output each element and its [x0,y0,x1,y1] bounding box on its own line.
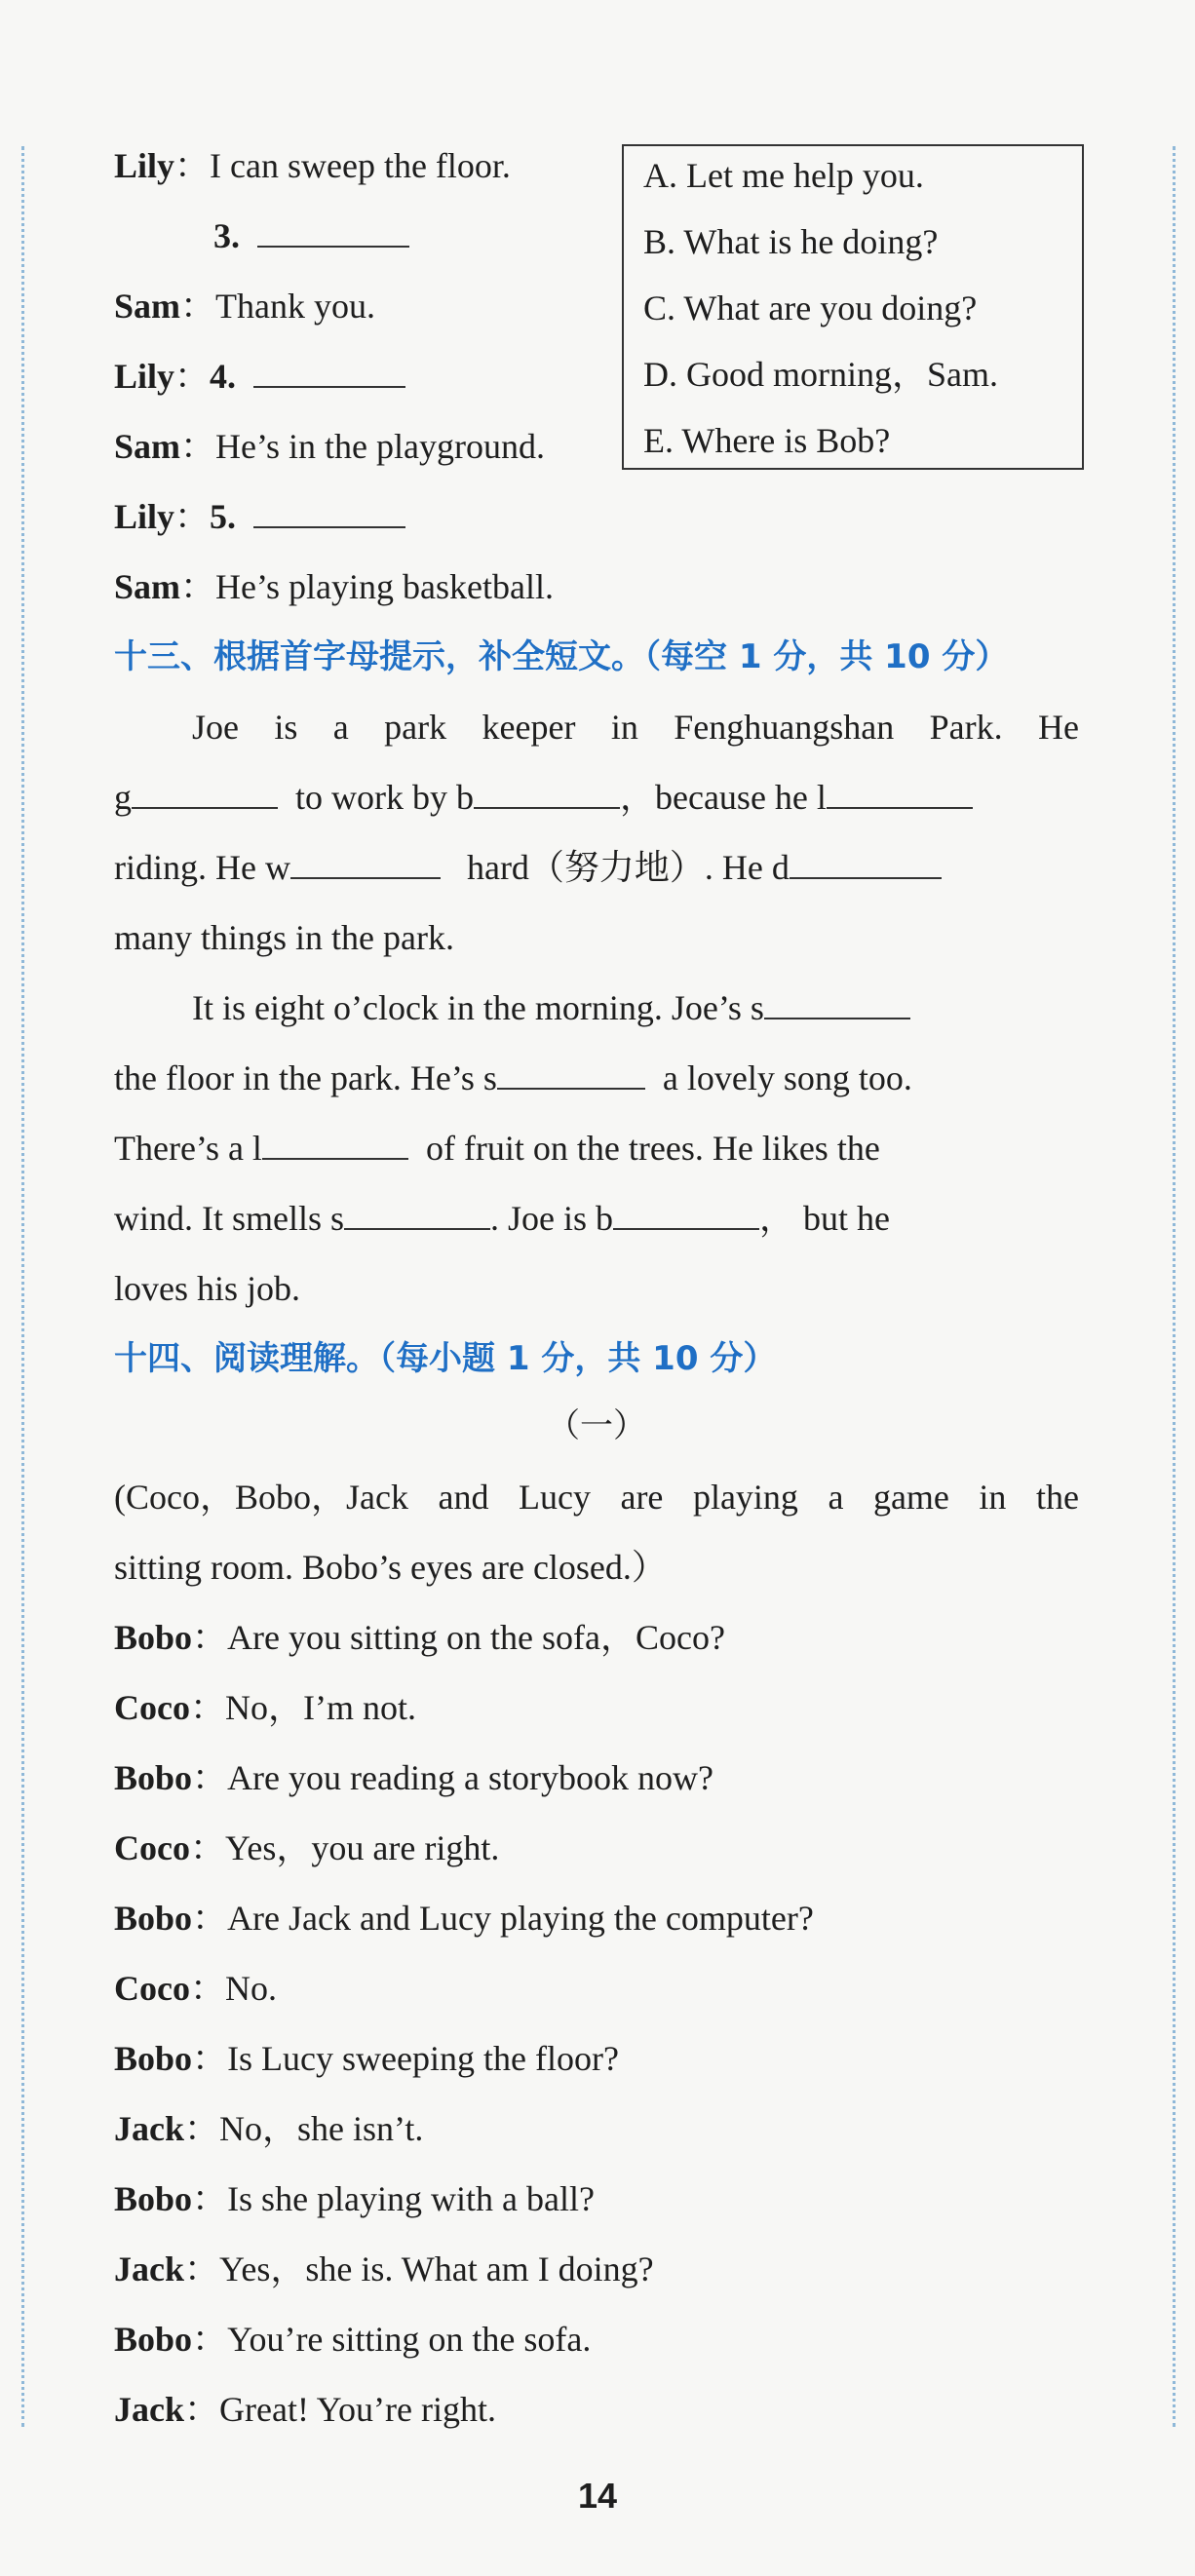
dialogue-text: Are Jack and Lucy playing the computer? [227,1899,814,1938]
dialogue-line [213,214,409,257]
page-number: 14 [577,2476,618,2516]
dialogue-line: Bobo：Are you sitting on the sofa，Coco? [114,1618,725,1657]
option-a: A. Let me help you. [643,156,924,195]
dialogue-text: No. [225,1969,277,2008]
dialogue-text: Yes，she is. What am I doing? [219,2249,654,2288]
dialogue-line: Coco：Yes，you are right. [114,1828,500,1867]
speaker-name: Jack [114,2390,184,2429]
section-13-heading: 十三、根据首字母提示，补全短文。（每空 1 分，共 10 分） [114,637,1009,676]
question-number: 3. [213,216,240,255]
passage-line: the floor in the park. He’s s a lovely song too. [114,1058,912,1097]
dialogue-line: Bobo：Are Jack and Lucy playing the computer? [114,1899,814,1938]
dialogue-text: He’s in the playground. [215,427,545,466]
dialogue-text: I can sweep the floor. [210,146,511,185]
answer-blank[interactable] [253,359,405,388]
speaker-name: Lily [114,146,175,185]
speaker-name: Sam [114,567,181,606]
question-number: 5. [210,497,237,536]
dialogue-line: Jack：Yes，she is. What am I doing? [114,2249,654,2288]
speaker-name: Sam [114,287,181,326]
speaker-name: Lily [114,497,175,536]
passage-line: Joe is a park keeper in Fenghuangshan Park. He [192,708,1079,747]
answer-blank[interactable] [827,780,973,809]
dialogue-line: Lily：5. [114,495,405,538]
dialogue-line: Jack：Great! You’re right. [114,2390,496,2429]
dialogue-text: Is she playing with a ball? [227,2179,595,2218]
dialogue-line: Bobo：Is Lucy sweeping the floor? [114,2039,619,2078]
answer-blank[interactable] [290,850,441,879]
dialogue-line: Lily：4. [114,355,405,398]
answer-blank[interactable] [132,780,278,809]
dialogue-line: Jack：No，she isn’t. [114,2109,424,2148]
speaker-name: Lily [114,357,175,396]
passage-line: It is eight o’clock in the morning. Joe’s s [192,986,1079,1029]
passage-line: g to work by b ，because he l [114,776,1079,819]
passage-line: There’s a l of fruit on the trees. He likes the [114,1129,880,1168]
answer-blank[interactable] [253,499,405,528]
speaker-name: Bobo [114,1899,193,1938]
options-box [622,144,1084,470]
right-margin-dotted-line [1173,146,1176,2427]
dialogue-text: Are you sitting on the sofa，Coco? [227,1618,725,1657]
speaker-name: Coco [114,1688,190,1727]
intro-line: (Coco，Bobo，Jack and Lucy are playing a game in the [114,1478,1079,1517]
option-d: D. Good morning，Sam. [643,355,998,394]
speaker-name: Coco [114,1828,190,1867]
dialogue-text: He’s playing basketball. [215,567,554,606]
section-14-heading: 十四、阅读理解。（每小题 1 分，共 10 分） [114,1339,777,1378]
dialogue-line: Sam：Thank you. [114,287,375,326]
dialogue-line: Bobo：Are you reading a storybook now? [114,1758,713,1797]
dialogue-line: Sam：He’s playing basketball. [114,567,554,606]
dialogue-line: Bobo：You’re sitting on the sofa. [114,2320,592,2359]
answer-blank[interactable] [257,218,409,248]
answer-blank[interactable] [344,1201,490,1230]
option-b: B. What is he doing? [643,222,939,261]
dialogue-text: Great! You’re right. [219,2390,496,2429]
dialogue-line: Lily：I can sweep the floor. [114,146,511,185]
option-c: C. What are you doing? [643,288,978,327]
dialogue-line: Sam：He’s in the playground. [114,427,545,466]
intro-line: sitting room. Bobo’s eyes are closed.） [114,1548,667,1587]
left-margin-dotted-line [21,146,24,2427]
option-e: E. Where is Bob? [643,421,891,460]
dialogue-text: Are you reading a storybook now? [227,1758,713,1797]
dialogue-line: Bobo：Is she playing with a ball? [114,2179,595,2218]
dialogue-text: Thank you. [215,287,375,326]
answer-blank[interactable] [764,990,910,1019]
dialogue-text: No，I’m not. [225,1688,416,1727]
dialogue-line: Coco：No. [114,1969,277,2008]
passage-line: many things in the park. [114,918,454,957]
passage-line: wind. It smells s . Joe is b ， but he [114,1199,890,1238]
answer-blank[interactable] [613,1201,759,1230]
dialogue-text: Yes，you are right. [225,1828,500,1867]
dialogue-text: You’re sitting on the sofa. [227,2320,592,2359]
speaker-name: Bobo [114,2179,193,2218]
dialogue-line: Coco：No，I’m not. [114,1688,416,1727]
answer-blank[interactable] [474,780,620,809]
speaker-name: Jack [114,2109,184,2148]
speaker-name: Bobo [114,2039,193,2078]
question-number: 4. [210,357,237,396]
answer-blank[interactable] [790,850,942,879]
passage-line: riding. He w hard（努力地）. He d [114,846,1079,889]
part-label: （一） [547,1408,646,1444]
speaker-name: Bobo [114,1758,193,1797]
speaker-name: Bobo [114,2320,193,2359]
dialogue-text: No，she isn’t. [219,2109,424,2148]
speaker-name: Coco [114,1969,190,2008]
speaker-name: Sam [114,427,181,466]
speaker-name: Jack [114,2249,184,2288]
answer-blank[interactable] [497,1060,645,1090]
speaker-name: Bobo [114,1618,193,1657]
answer-blank[interactable] [262,1131,408,1160]
dialogue-text: Is Lucy sweeping the floor? [227,2039,619,2078]
passage-line: loves his job. [114,1269,301,1308]
